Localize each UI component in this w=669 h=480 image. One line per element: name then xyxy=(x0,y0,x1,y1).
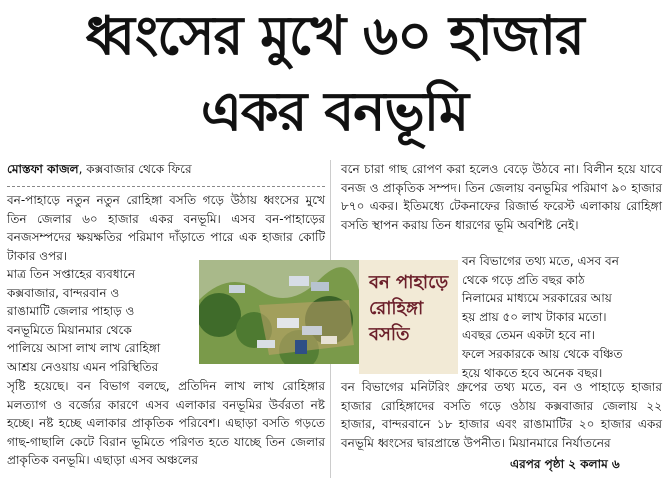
right-line-d: হয় প্রায় ৫০ লাখ টাকার মতো। xyxy=(462,309,607,324)
left-column-wrap xyxy=(7,265,193,377)
forest-settlement-photo xyxy=(199,260,359,364)
right-column-wrap xyxy=(462,252,662,382)
left-line-b: কক্সবাজার, বান্দরবান ও xyxy=(7,285,120,300)
continuation-note: এরপর পৃষ্ঠা ২ কলাম ৬ xyxy=(510,457,620,471)
right-line-f: ফলে সরকারকে আয় থেকে বঞ্চিত xyxy=(462,346,623,361)
left-line-a: মাত্র তিন সপ্তাহের ব্যবধানে xyxy=(7,267,136,281)
right-line-b: থেকে গড়ে প্রতি বছর কাঠ xyxy=(462,272,585,287)
right-line-g: হয়ে থাকতে হবে অনেক বছর। xyxy=(462,365,603,380)
callout-line-1: বন পাহাড়ে xyxy=(369,272,449,293)
left-line-c: রাঙামাটি জেলার পাহাড় ও xyxy=(7,304,135,319)
left-line-d: বনভূমিতে মিয়ানমার থেকে xyxy=(7,322,132,337)
right-column-bottom xyxy=(341,378,662,452)
left-paragraph-3: সৃষ্টি হয়েছে। বন বিভাগ বলছে, প্রতিদিন লাখ লাখ রোহিঙ্গার মলত্যাগ ও বর্জ্যের কারণে এসব এলাকার বনভূমির উর্বরতা নষ্ট হচ্ছে। নষ্ট হচ্ছে এলাকার প্রাকৃতিক পরিবেশ। এছাড়া বসতি গড়তে গাছ-গাছালি কেটে বিরান ভূমিতে পরিণত হতে যাচ্ছে তিন জেলার প্রাকৃতিক বনভূমি। এছাড়া এসব অঞ্চলের xyxy=(7,379,325,468)
byline-author: মোস্তফা কাজল xyxy=(7,162,79,176)
callout-line-3: বসতি xyxy=(369,324,410,345)
headline-line-1: ধ্বংসের মুখে ৬০ হাজার xyxy=(85,4,584,67)
right-paragraph-1: বনে চারা গাছ রোপণ করা হলেও বেড়ে উঠবে না। বিলীন হয়ে যাবে বনজ ও প্রাকৃতিক সম্পদ। তিন জেলায় বনভূমির পরিমাণ ৯০ হাজার ৮৭০ একর। ইতিমধ্যে টেকনাফের রিজার্ভ ফরেস্ট এলাকায় রোহিঙ্গা বসতি স্থাপন করায় তিন ধারণের ভূমি অবশিষ্ট নেই। xyxy=(341,162,662,232)
right-line-c: নিলামের মাধ্যমে সরকারের আয় xyxy=(462,291,612,306)
headline-line-2: একর বনভূমি xyxy=(200,80,469,143)
byline-location: , কক্সবাজার থেকে ফিরে xyxy=(78,162,192,176)
callout-line-2: রোহিঙ্গা xyxy=(369,298,424,319)
byline xyxy=(7,161,325,187)
right-line-e: এবছর তেমন একটা হবে না। xyxy=(462,328,595,343)
left-paragraph-1: বন-পাহাড়ে নতুন নতুন রোহিঙ্গা বসতি গড়ে উঠায় ধ্বংসের মুখে তিন জেলার ৬০ হাজার একর বনভূমি। এসব বন-পাহাড়ের বনজসম্পদের ক্ষয়ক্ষতির পরিমাণ দাঁড়াতে পারে এক হাজার কোটি টাকার ওপর। xyxy=(7,193,325,263)
left-line-f: আশ্রয় নেওয়ায় এমন পরিস্থিতির xyxy=(7,359,159,374)
photo-illustration-icon xyxy=(199,260,359,364)
left-column-bottom xyxy=(7,377,325,470)
right-column-top xyxy=(341,160,662,234)
right-paragraph-3: বন বিভাগের মনিটরিং গ্রুপের তথ্য মতে, বন ও পাহাড়ে হাজার হাজার রোহিঙ্গাদের বসতি গড়ে ওঠায় কক্সবাজার জেলায় ২২ হাজার, বান্দরবানে ১৮ হাজার এবং রাঙামাটির ২০ হাজার একর বনভূমি ধ্বংসের দ্বারপ্রান্তে উপনীত। মিয়ানমারে নির্যাতনের xyxy=(341,380,662,450)
callout-box xyxy=(359,260,458,374)
left-column-top xyxy=(7,191,325,265)
left-line-e: পালিয়ে আসা লাখ লাখ রোহিঙ্গা xyxy=(7,341,161,356)
right-line-a: বন বিভাগের তথ্য মতে, এসব বন xyxy=(462,254,619,268)
